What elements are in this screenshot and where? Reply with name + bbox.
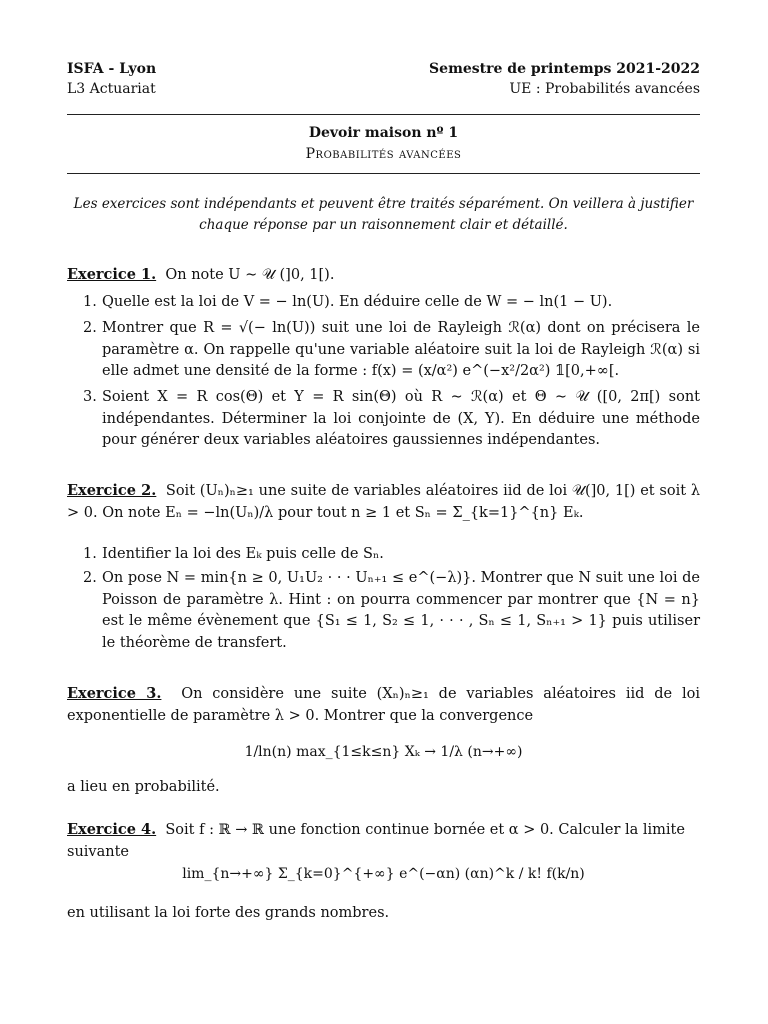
exercise-4 xyxy=(67,819,700,863)
exercise-2-item-2: 2. On pose N = min{n ≥ 0, U₁U₂ · · · Uₙ₊₁ ≤ e^(−λ)}. Montrer que N suit une loi de Poisson de paramètre λ. Hint : on pourra commencer par montrer que {N = n} est le même évènement que {S₁ ≤ 1, S₂ ≤ 1, · · · , Sₙ ≤ 1, Sₙ₊₁ > 1} puis utiliser le théorème de transfert. xyxy=(67,568,700,654)
exercise-4-label: Exercice 4. xyxy=(67,821,157,838)
exercise-3 xyxy=(67,683,700,727)
exercise-4-statement: Soit f : ℝ → ℝ une fonction continue bornée et α > 0. Calculer la limite suivante xyxy=(67,822,685,860)
institution: ISFA - Lyon xyxy=(67,61,157,77)
exercise-2-item-1-text: Identifier la loi des Eₖ puis celle de Sₙ. xyxy=(102,546,384,562)
exercise-1 xyxy=(67,264,700,286)
semester: Semestre de printemps 2021-2022 xyxy=(429,61,700,77)
document-title: Devoir maison nº 1 xyxy=(308,125,459,141)
exercise-1-item-3-text: Soient X = R cos(Θ) et Y = R sin(Θ) où R ∼ ℛ(α) et Θ ∼ 𝒰 ([0, 2π[) sont indépendantes. Déterminer la loi conjointe de (X, Y). En déduire une méthode pour générer deux variables aléatoires gaussiennes indépendantes. xyxy=(102,389,700,448)
exercise-3-formula: 1/ln(n) max_{1≤k≤n} Xₖ → 1/λ (n→+∞) xyxy=(244,744,523,760)
document-subtitle: Probabilités avancées xyxy=(305,146,462,162)
exercise-1-statement: On note U ∼ 𝒰 (]0, 1[). xyxy=(165,267,335,283)
exercise-4-conclusion: en utilisant la loi forte des grands nombres. xyxy=(67,905,390,921)
course-unit: UE : Probabilités avancées xyxy=(509,81,700,97)
exercise-1-item-2: 2. Montrer que R = √(− ln(U)) suit une loi de Rayleigh ℛ(α) dont on précisera le paramètre α. On rappelle qu'une variable aléatoire suit la loi de Rayleigh ℛ(α) si elle admet une densité de la forme : f(x) = (x/α²) e^(−x²/2α²) 𝟙[0,+∞[. xyxy=(67,318,700,383)
exercise-1-item-2-text: Montrer que R = √(− ln(U)) suit une loi de Rayleigh ℛ(α) dont on précisera le paramètre α. On rappelle qu'une variable aléatoire suit la loi de Rayleigh ℛ(α) si elle admet une densité de la forme : f(x) = (x/α²) e^(−x²/2α²) 𝟙[0,+∞[. xyxy=(102,320,700,379)
exercise-2-item-1: 1. Identifier la loi des Eₖ puis celle de Sₙ. xyxy=(67,544,700,566)
intro-text: Les exercices sont indépendants et peuvent être traités séparément. On veillera à justifier chaque réponse par un raisonnement clair et détaillé. xyxy=(73,196,694,233)
exercise-1-label: Exercice 1. xyxy=(67,266,157,283)
bottom-rule xyxy=(67,173,700,174)
top-rule xyxy=(67,114,700,115)
exercise-1-item-1-text: Quelle est la loi de V = − ln(U). En déduire celle de W = − ln(1 − U). xyxy=(102,294,613,310)
exercise-3-conclusion: a lieu en probabilité. xyxy=(67,779,220,795)
exercise-1-item-3: 3. Soient X = R cos(Θ) et Y = R sin(Θ) où R ∼ ℛ(α) et Θ ∼ 𝒰 ([0, 2π[) sont indépendantes. Déterminer la loi conjointe de (X, Y). En déduire une méthode pour générer deux variables aléatoires gaussiennes indépendantes. xyxy=(67,387,700,452)
exercise-1-item-1: 1. Quelle est la loi de V = − ln(U). En déduire celle de W = − ln(1 − U). xyxy=(67,292,700,314)
exercise-2-label: Exercice 2. xyxy=(67,482,157,499)
exercise-2-statement: Soit (Uₙ)ₙ≥₁ une suite de variables aléatoires iid de loi 𝒰(]0, 1[) et soit λ > 0. On note Eₙ = −ln(Uₙ)/λ pour tout n ≥ 1 et Sₙ = Σ_{k=1}^{n} Eₖ. xyxy=(67,483,701,521)
exercise-4-formula: lim_{n→+∞} Σ_{k=0}^{+∞} e^(−αn) (αn)^k / k! f(k/n) xyxy=(182,866,585,882)
exercise-2-item-2-text: On pose N = min{n ≥ 0, U₁U₂ · · · Uₙ₊₁ ≤ e^(−λ)}. Montrer que N suit une loi de Poisson de paramètre λ. Hint : on pourra commencer par montrer que {N = n} est le même évènement que {S₁ ≤ 1, S₂ ≤ 1, · · · , Sₙ ≤ 1, Sₙ₊₁ > 1} puis utiliser le théorème de transfert. xyxy=(102,570,700,651)
exercise-3-label: Exercice 3. xyxy=(67,685,162,702)
program: L3 Actuariat xyxy=(67,81,156,97)
exercise-2 xyxy=(67,480,700,524)
exercise-3-statement: On considère une suite (Xₙ)ₙ≥₁ de variables aléatoires iid de loi exponentielle de paramètre λ > 0. Montrer que la convergence xyxy=(67,686,701,724)
